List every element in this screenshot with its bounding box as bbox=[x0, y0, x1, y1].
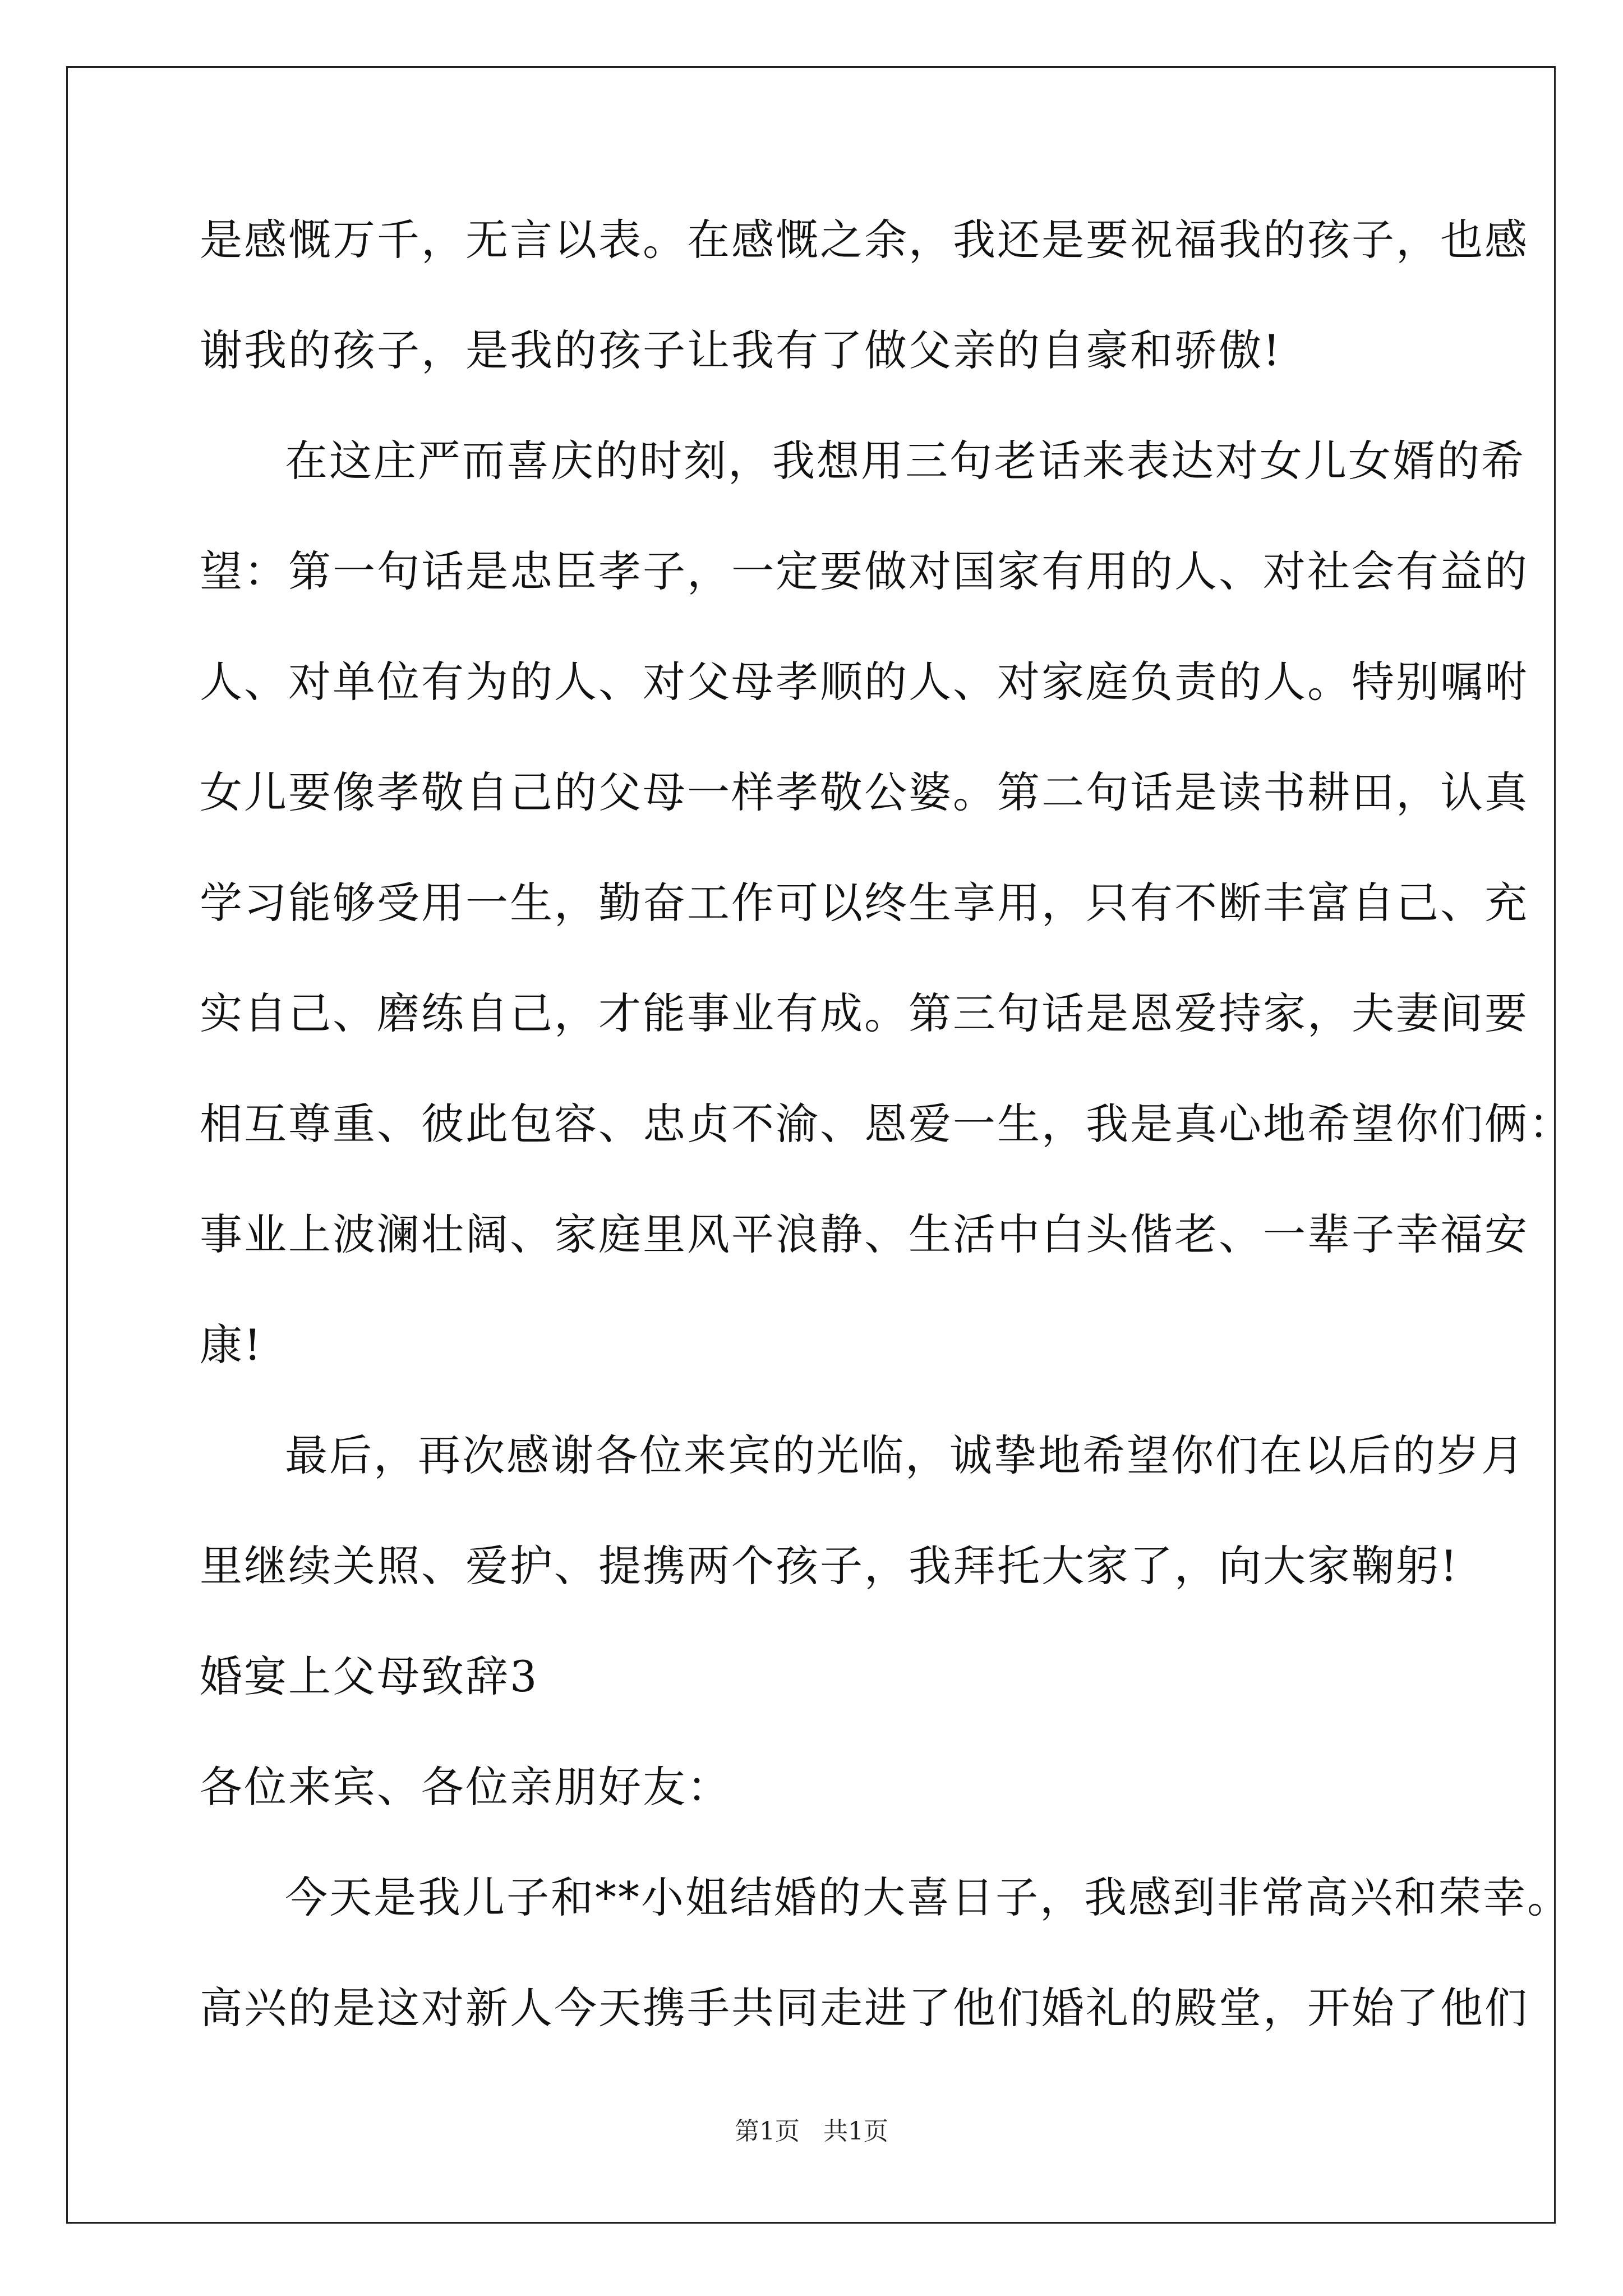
text-line: 女儿要像孝敬自己的父母一样孝敬公婆。第二句话是读书耕田，认真 bbox=[200, 767, 1529, 817]
text-line: 里继续关照、爱护、提携两个孩子，我拜托大家了，向大家鞠躬! bbox=[200, 1541, 1459, 1591]
paragraph-first-line: 最后，再次感谢各位来宾的光临，诚挚地希望你们在以后的岁月 bbox=[285, 1430, 1525, 1480]
text-line: 学习能够受用一生，勤奋工作可以终生享用，只有不断丰富自己、充 bbox=[200, 878, 1529, 928]
text-line: 望：第一句话是忠臣孝子，一定要做对国家有用的人、对社会有益的 bbox=[200, 546, 1529, 596]
page-footer: 第1页 共1页 bbox=[735, 2117, 888, 2146]
salutation: 各位来宾、各位亲朋好友： bbox=[200, 1762, 731, 1812]
text-line: 谢我的孩子，是我的孩子让我有了做父亲的自豪和骄傲! bbox=[200, 325, 1282, 375]
text-line: 康! bbox=[200, 1320, 263, 1370]
text-line: 事业上波澜壮阔、家庭里风平浪静、生活中白头偕老、一辈子幸福安 bbox=[200, 1209, 1529, 1259]
section-heading: 婚宴上父母致辞3 bbox=[200, 1651, 539, 1701]
paragraph-first-line: 在这庄严而喜庆的时刻，我想用三句老话来表达对女儿女婿的希 bbox=[285, 436, 1525, 486]
text-line: 是感慨万千，无言以表。在感慨之余，我还是要祝福我的孩子，也感 bbox=[200, 215, 1529, 265]
text-line: 高兴的是这对新人今天携手共同走进了他们婚礼的殿堂，开始了他们 bbox=[200, 1983, 1529, 2033]
text-line: 人、对单位有为的人、对父母孝顺的人、对家庭负责的人。特别嘱咐 bbox=[200, 657, 1529, 707]
text-line: 相互尊重、彼此包容、忠贞不渝、恩爱一生，我是真心地希望你们俩： bbox=[200, 1099, 1573, 1149]
paragraph-first-line: 今天是我儿子和**小姐结婚的大喜日子，我感到非常高兴和荣幸。 bbox=[285, 1872, 1571, 1922]
text-line: 实自己、磨练自己，才能事业有成。第三句话是恩爱持家，夫妻间要 bbox=[200, 988, 1529, 1038]
